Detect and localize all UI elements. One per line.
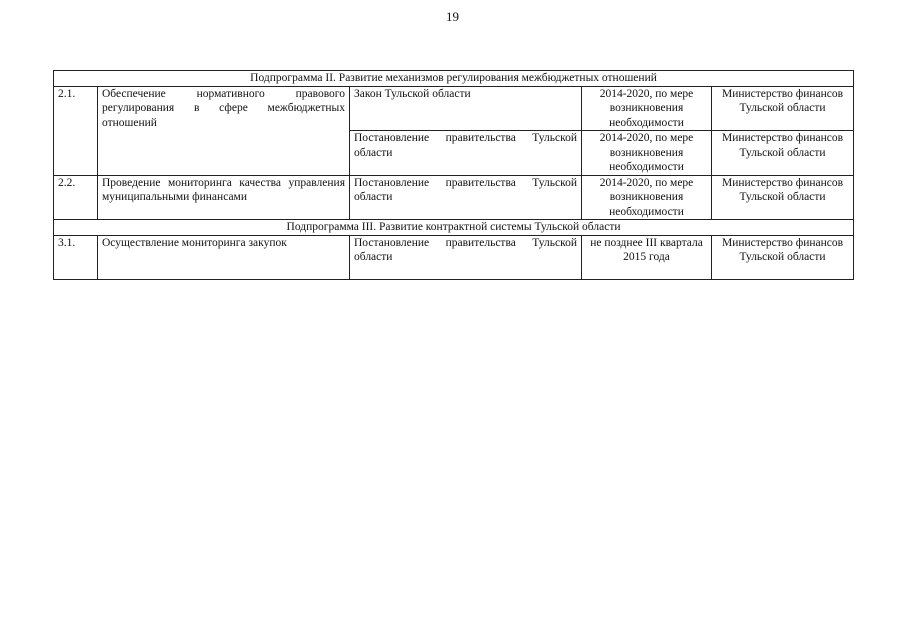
table-row (54, 175, 854, 220)
section-header-row (54, 71, 854, 87)
program-table (53, 70, 854, 280)
row-number: 3.1. (54, 235, 98, 279)
executor-cell: Министерство финансов Тульской области (712, 175, 854, 220)
document-cell: Закон Тульской области (350, 86, 582, 131)
document-cell: Постановление правительства Тульской области (350, 131, 582, 176)
activity-cell: Осуществление мониторинга закупок (98, 235, 350, 279)
executor-cell: Министерство финансов Тульской области (712, 131, 854, 176)
activity-cell: Обеспечение нормативного правового регулирования в сфере межбюджетных отношений (98, 86, 350, 175)
executor-cell: Министерство финансов Тульской области (712, 86, 854, 131)
table-row (54, 86, 854, 131)
term-cell: 2014-2020, по мере возникновения необходимости (582, 86, 712, 131)
section-title: Подпрограмма II. Развитие механизмов регулирования межбюджетных отношений (54, 71, 854, 87)
activity-cell: Проведение мониторинга качества управления муниципальными финансами (98, 175, 350, 220)
document-cell: Постановление правительства Тульской области (350, 175, 582, 220)
document-cell: Постановление правительства Тульской области (350, 235, 582, 279)
row-number: 2.2. (54, 175, 98, 220)
term-cell: 2014-2020, по мере возникновения необходимости (582, 131, 712, 176)
table-row (54, 235, 854, 279)
term-cell: не позднее III квартала 2015 года (582, 235, 712, 279)
row-number: 2.1. (54, 86, 98, 175)
section-header-row (54, 220, 854, 236)
page-number: 19 (446, 9, 459, 24)
section-title: Подпрограмма III. Развитие контрактной системы Тульской области (54, 220, 854, 236)
term-cell: 2014-2020, по мере возникновения необходимости (582, 175, 712, 220)
executor-cell: Министерство финансов Тульской области (712, 235, 854, 279)
